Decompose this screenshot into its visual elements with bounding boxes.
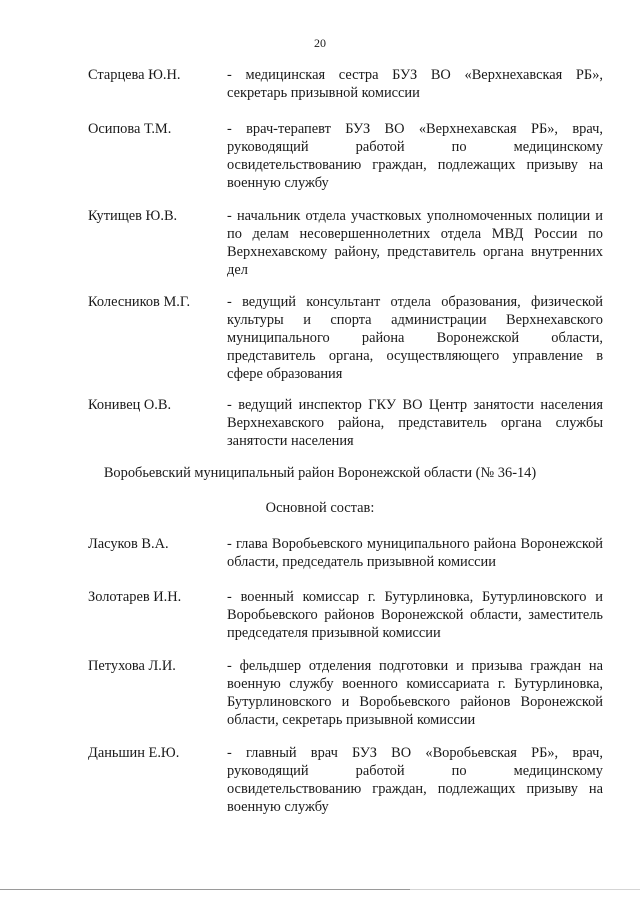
member-role: - ведущий консультант отдела образования, физической культуры и спорта администрации Верхнехавского муниципального района Воронежской области, представитель органа, осуществляющего управление в сфере образования <box>227 294 603 382</box>
member-role: - ведущий инспектор ГКУ ВО Центр занятости населения Верхнехавского района, представитель органа службы занятости населения <box>227 397 603 449</box>
member-name: Конивец О.В. <box>88 397 172 413</box>
scan-edge-line <box>0 889 410 890</box>
scan-edge-line <box>410 889 640 890</box>
member-role: - медицинская сестра БУЗ ВО «Верхнехавская РБ», секретарь призывной комиссии <box>227 67 603 101</box>
page-number: 20 <box>314 36 326 50</box>
member-role: - врач-терапевт БУЗ ВО «Верхнехавская РБ», врач, руководящий работой по медицинскому освидетельствованию граждан, подлежащих призыву на военную службу <box>227 121 603 191</box>
member-name: Ласуков В.А. <box>88 536 169 552</box>
member-name: Золотарев И.Н. <box>88 589 182 605</box>
section-subtitle: Основной состав: <box>265 500 375 516</box>
member-role: - главный врач БУЗ ВО «Воробьевская РБ», врач, руководящий работой по медицинскому освидетельствованию граждан, подлежащих призыву на военную службу <box>227 745 603 815</box>
member-name: Петухова Л.И. <box>88 658 176 674</box>
member-name: Даньшин Е.Ю. <box>88 745 180 761</box>
member-name: Кутищев Ю.В. <box>88 208 178 224</box>
member-name: Осипова Т.М. <box>88 121 172 137</box>
section-title: Воробьевский муниципальный район Воронежской области (№ 36-14) <box>103 465 537 481</box>
member-name: Колесников М.Г. <box>88 294 191 310</box>
member-name: Старцева Ю.Н. <box>88 67 181 83</box>
member-role: - глава Воробьевского муниципального района Воронежской области, председатель призывной комиссии <box>227 536 603 570</box>
member-role: - начальник отдела участковых уполномоченных полиции и по делам несовершеннолетних отдела МВД России по Верхнехавскому району, представитель органа внутренних дел <box>227 208 603 278</box>
member-role: - фельдшер отделения подготовки и призыва граждан на военную службу военного комиссариата г. Бутурлиновка, Бутурлиновского и Воробьевского районов Воронежской области, секретарь призывной комиссии <box>227 658 603 728</box>
member-role: - военный комиссар г. Бутурлиновка, Бутурлиновского и Воробьевского районов Воронежской области, заместитель председателя призывной комиссии <box>227 589 603 641</box>
